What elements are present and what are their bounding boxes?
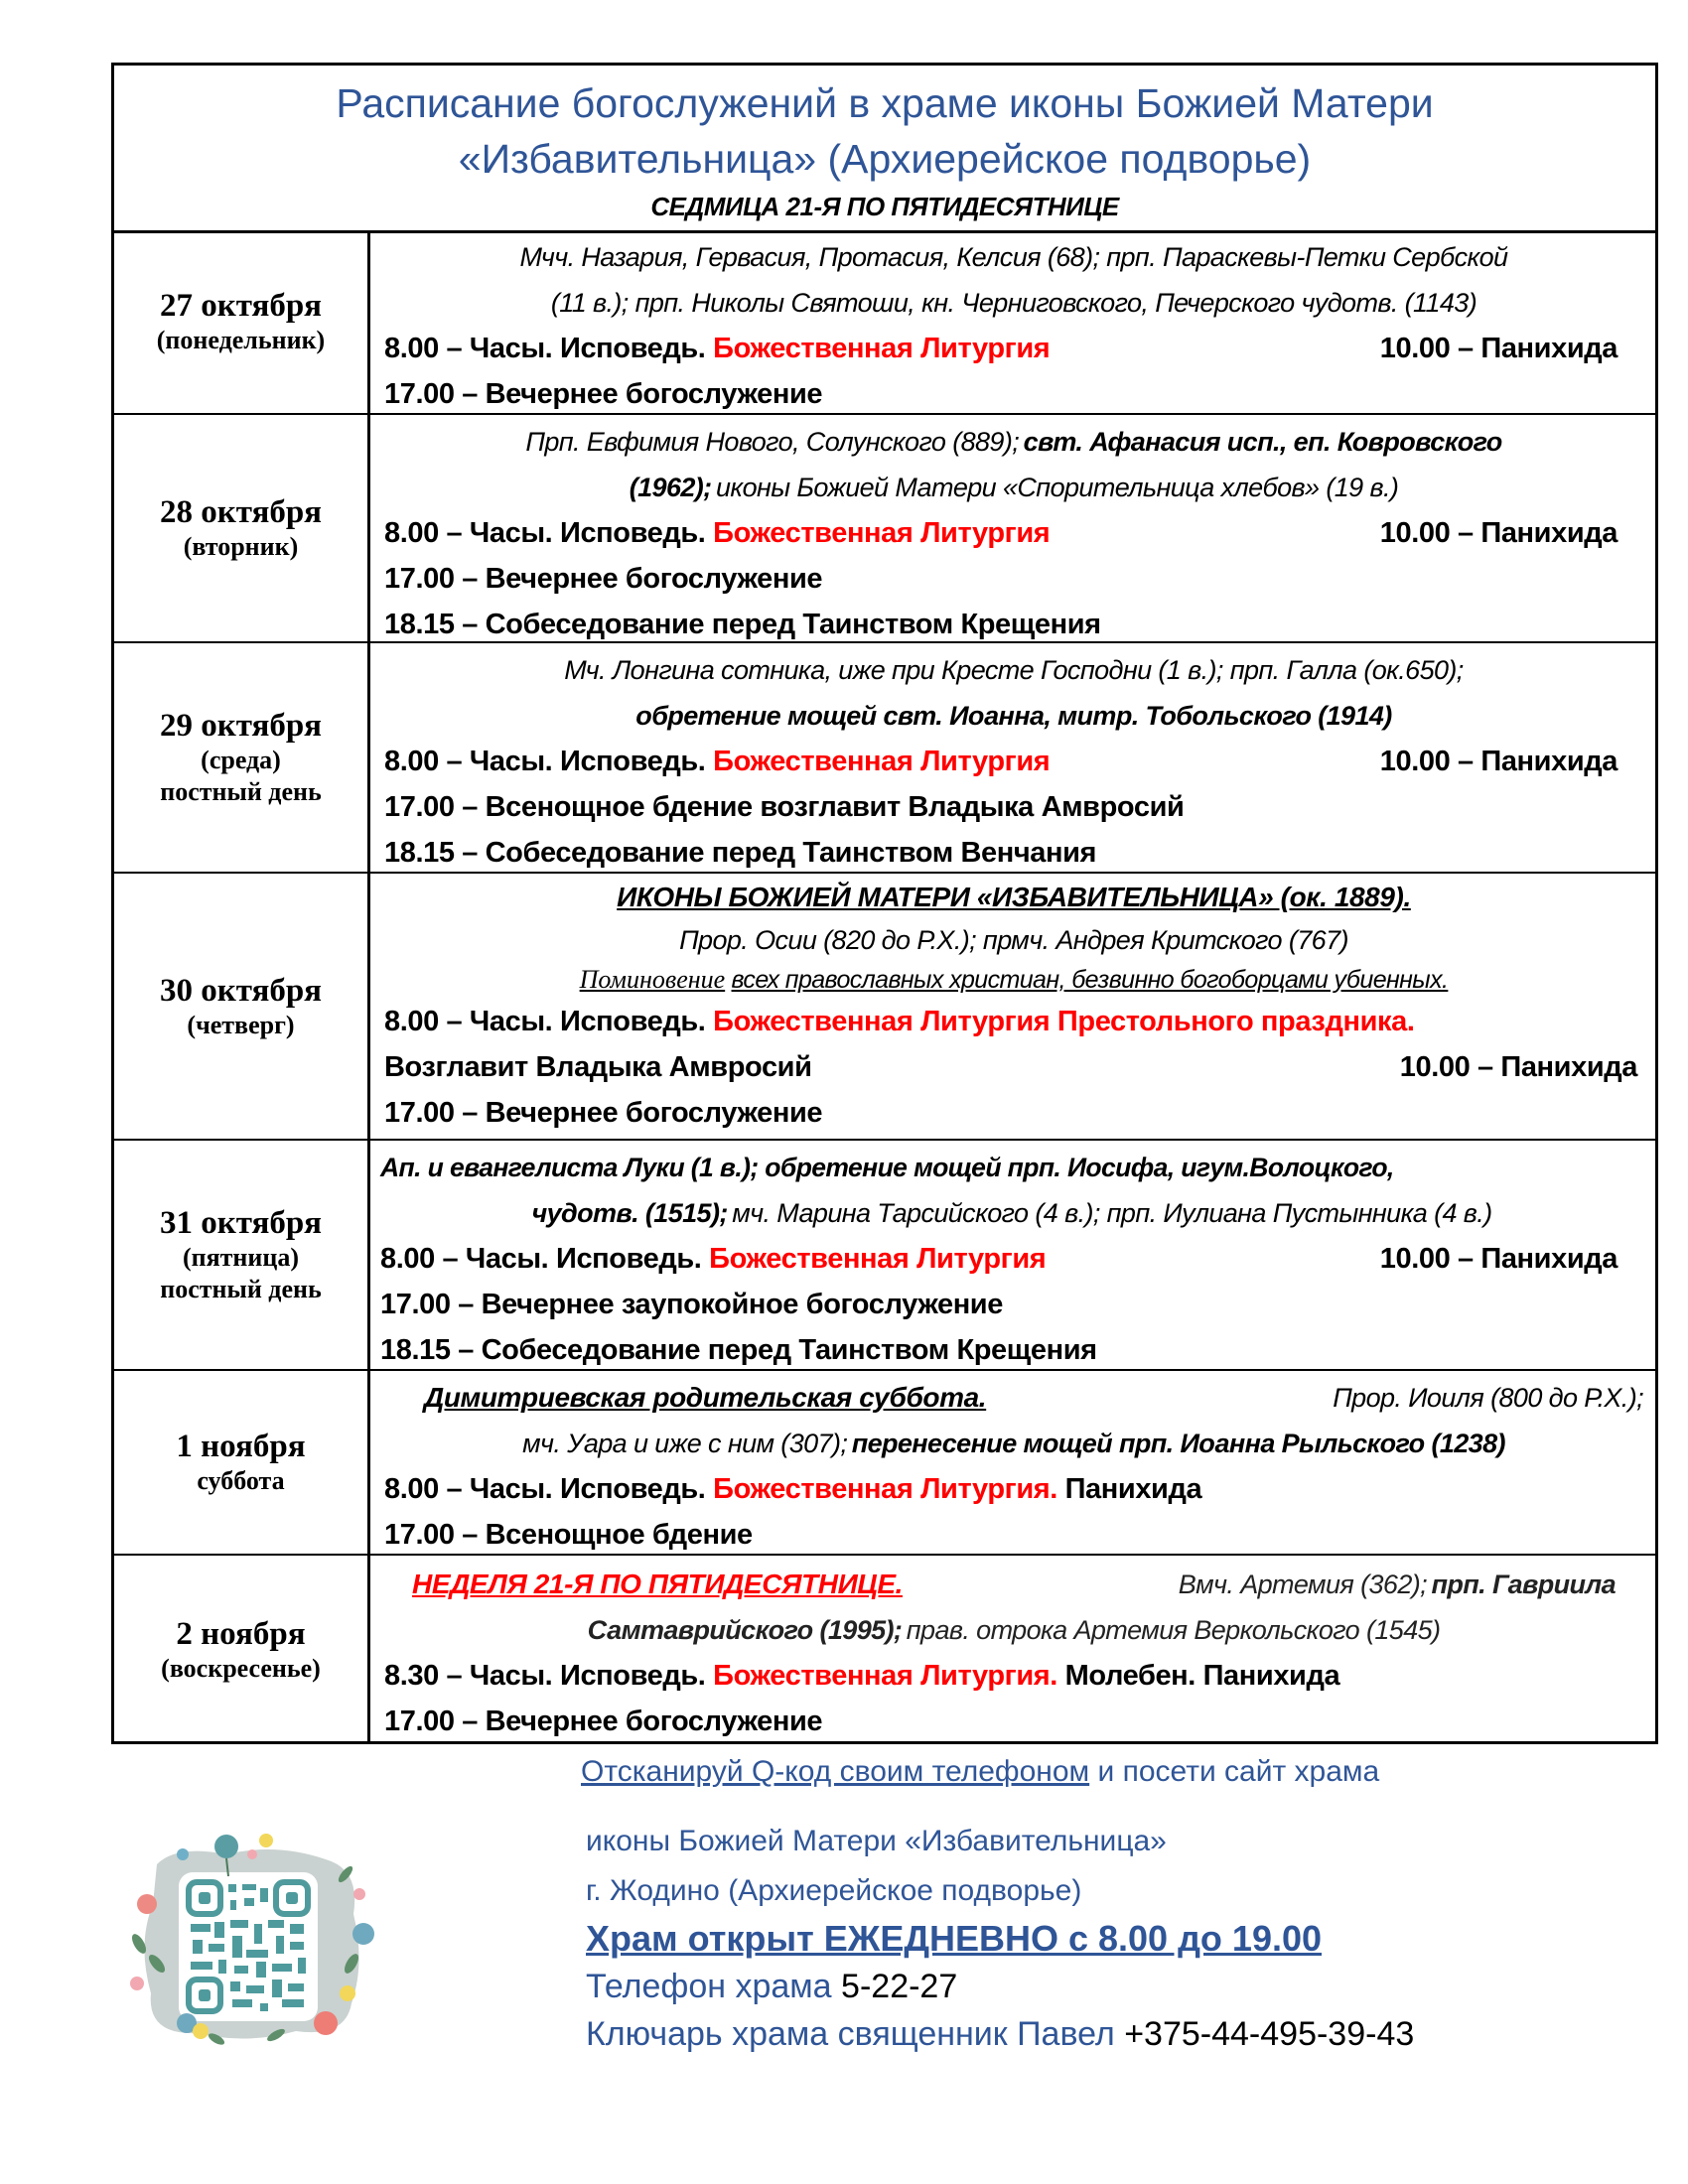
service-line (384, 510, 1643, 556)
service-line (384, 1466, 1643, 1512)
weekday: (четверг) (187, 1010, 295, 1039)
page-title-line1: Расписание богослужений в храме иконы Божией Матери (336, 80, 1434, 126)
service-line: 18.15 – Собеседование перед Таинством Крещения (384, 609, 1101, 640)
date-cell (114, 874, 370, 1139)
scan-qr-rest: и посети сайт храма (1089, 1755, 1380, 1788)
saints-text-bold: перенесение мощей прп. Иоанна Рыльского (1238) (851, 1429, 1505, 1458)
service-line: 18.15 – Собеседование перед Таинством Венчания (384, 837, 1097, 869)
date: 29 октября (159, 708, 323, 744)
service-time: 8.00 – Часы. Исповедь. (380, 1243, 702, 1275)
day-row-oct31 (114, 1141, 1655, 1371)
service-line: 17.00 – Вечернее богослужение (384, 1706, 823, 1737)
service-line: 17.00 – Вечернее заупокойное богослужение (380, 1289, 1003, 1320)
service-time: 8.00 – Часы. Исповедь. (384, 1006, 706, 1037)
liturgy-label: Божественная Литургия (709, 1243, 1047, 1275)
saints-line: Мч. Лонгина сотника, иже при Кресте Господни (1 в.); прп. Галла (ок.650); (564, 655, 1464, 685)
services-cell (370, 1556, 1655, 1744)
day-row-nov2 (114, 1556, 1655, 1744)
moleben-panikhida-label: Молебен. Панихида (1064, 1660, 1340, 1692)
liturgy-label: Божественная Литургия (713, 746, 1051, 777)
panikhida-label: 10.00 – Панихида (1379, 1243, 1618, 1275)
saints-line (384, 1607, 1643, 1653)
services-cell (370, 415, 1655, 641)
keeper-label: Ключарь храма священник Павел (586, 2015, 1125, 2053)
saints-text: иконы Божией Матери «Спорительница хлебов» (19 в.) (716, 473, 1399, 502)
saints-text: Вмч. Артемия (362); (1178, 1570, 1428, 1599)
date-cell (114, 643, 370, 872)
temple-name-line: иконы Божией Матери «Избавительница» (586, 1825, 1167, 1857)
date-cell (114, 1371, 370, 1554)
saints-line: Ап. и евангелиста Луки (1 в.); обретение мощей прп. Иосифа, игум.Волоцкого, (380, 1153, 1394, 1182)
saints-text: мч. Уара и иже с ним (307); (522, 1429, 848, 1458)
services-cell (370, 643, 1655, 872)
saints-text: прав. отрока Артемия Веркольского (1545) (906, 1615, 1441, 1645)
liturgy-label: Божественная Литургия. (713, 1660, 1057, 1692)
scan-qr-line (581, 1755, 1379, 1789)
panikhida-label: 10.00 – Панихида (1379, 517, 1618, 549)
saints-line: Прор. Осии (820 до Р.Х.); прмч. Андрея Критского (767) (679, 925, 1348, 955)
schedule-table (111, 63, 1658, 1744)
saints-text: мч. Марина Тарсийского (4 в.); прп. Иулиана Пустынника (4 в.) (732, 1198, 1492, 1228)
scan-qr-link[interactable]: Отсканируй Q-код своим телефоном (581, 1755, 1090, 1788)
day-row-nov1 (114, 1371, 1655, 1556)
saints-text: Прор. Иоиля (800 до Р.Х.); (1333, 1383, 1643, 1413)
date: 2 ноября (176, 1616, 306, 1652)
opening-hours: Храм открыт ЕЖЕДНЕВНО с 8.00 до 19.00 (586, 1918, 1323, 1959)
service-line: 17.00 – Всенощное бдение возглавит Владыка Амвросий (384, 791, 1185, 823)
saints-text-bold: чудотв. (1515); (531, 1198, 728, 1228)
week-subtitle: СЕДМИЦА 21-Я ПО ПЯТИДЕСЯТНИЦЕ (650, 192, 1119, 221)
service-time: 8.00 – Часы. Исповедь. (384, 333, 706, 364)
weekday: (понедельник) (156, 326, 326, 354)
liturgy-label: Божественная Литургия Престольного праздника. (713, 1006, 1415, 1037)
liturgy-label: Божественная Литургия. (713, 1473, 1057, 1505)
date-cell (114, 1556, 370, 1744)
service-line (384, 1653, 1643, 1699)
day-row-oct28 (114, 415, 1655, 643)
keeper-phone-number: +375-44-495-39-43 (1124, 2015, 1415, 2053)
services-cell (370, 230, 1655, 413)
panikhida-label: 10.00 – Панихида (1379, 333, 1618, 364)
service-line (384, 999, 1643, 1044)
service-time: 8.00 – Часы. Исповедь. (384, 1473, 706, 1505)
saints-text: Прп. Евфимия Нового, Солунского (889); (525, 427, 1020, 457)
date-cell (114, 1141, 370, 1369)
saints-line (384, 1562, 1643, 1607)
weekday: суббота (197, 1466, 285, 1495)
service-note: Возглавит Владыка Амвросий (384, 1051, 812, 1083)
date-cell (114, 415, 370, 641)
saints-line (384, 465, 1643, 510)
feast-title: ИКОНЫ БОЖИЕЙ МАТЕРИ «ИЗБАВИТЕЛЬНИЦА» (ок. 1889). (617, 882, 1411, 912)
service-line (384, 326, 1643, 371)
services-cell (370, 1141, 1655, 1369)
saints-line (384, 1421, 1643, 1466)
date: 28 октября (159, 494, 323, 530)
saints-line: Мчч. Назария, Гервасия, Протасия, Келсия (68); прп. Параскевы-Петки Сербской (519, 242, 1508, 272)
commemoration-word: Поминовение (579, 965, 726, 994)
saints-line (384, 1375, 1643, 1421)
saints-line (380, 1190, 1643, 1236)
saints-line: (11 в.); прп. Николы Святоши, кн. Черниговского, Печерского чудотв. (1143) (550, 288, 1477, 318)
temple-phone-line (586, 1968, 957, 2006)
commemoration-text: всех православных христиан, безвинно богоборцами убиенных. (731, 966, 1449, 994)
service-line (380, 1236, 1643, 1282)
panikhida-label: Панихида (1064, 1473, 1202, 1505)
service-line: 17.00 – Вечернее богослужение (384, 563, 823, 595)
saints-text-bold: (1962); (629, 473, 712, 502)
service-time: 8.30 – Часы. Исповедь. (384, 1660, 706, 1692)
service-time: 8.00 – Часы. Исповедь. (384, 517, 706, 549)
service-line: 17.00 – Вечернее богослужение (384, 1097, 823, 1129)
panikhida-label: 10.00 – Панихида (1379, 746, 1618, 777)
weekday: (вторник) (183, 532, 299, 561)
schedule-header (114, 66, 1655, 233)
weekday: (среда) (201, 746, 281, 774)
page-title-line2: «Избавительница» (Архиерейское подворье) (458, 136, 1312, 182)
date: 30 октября (159, 972, 323, 1009)
saints-text-bold: Самтаврийского (1995); (587, 1615, 903, 1645)
service-line (384, 739, 1643, 784)
qr-code-with-flowers-icon[interactable] (117, 1825, 381, 2053)
weekday: (пятница) (182, 1243, 300, 1272)
day-row-oct27 (114, 230, 1655, 415)
liturgy-label: Божественная Литургия (713, 333, 1051, 364)
service-line: 18.15 – Собеседование перед Таинством Крещения (380, 1334, 1097, 1366)
date: 1 ноября (176, 1429, 306, 1464)
services-cell (370, 874, 1655, 1139)
service-line: 17.00 – Вечернее богослужение (384, 378, 823, 410)
day-row-oct29 (114, 643, 1655, 874)
saints-text-bold: свт. Афанасия исп., еп. Ковровского (1023, 427, 1502, 457)
panikhida-label: 10.00 – Панихида (1399, 1051, 1637, 1083)
feast-title: НЕДЕЛЯ 21-Я ПО ПЯТИДЕСЯТНИЦЕ. (412, 1569, 903, 1599)
fast-day-note: постный день (160, 777, 322, 806)
saints-line (384, 419, 1643, 465)
service-time: 8.00 – Часы. Исповедь. (384, 746, 706, 777)
saints-text-bold: прп. Гавриила (1431, 1570, 1616, 1599)
liturgy-label: Божественная Литургия (713, 517, 1051, 549)
saints-line (384, 961, 1643, 999)
phone-number: 5-22-27 (841, 1968, 958, 2005)
weekday: (воскресенье) (161, 1654, 321, 1683)
day-row-oct30 (114, 874, 1655, 1141)
date: 27 октября (159, 288, 323, 324)
service-line: 17.00 – Всенощное бдение (384, 1519, 753, 1551)
date: 31 октября (159, 1205, 323, 1241)
keeper-phone-line (586, 2015, 1414, 2054)
feast-title: Димитриевская родительская суббота. (424, 1382, 987, 1413)
temple-location-line: г. Жодино (Архиерейское подворье) (586, 1874, 1082, 1907)
saints-line: обретение мощей свт. Иоанна, митр. Тобольского (1914) (635, 701, 1392, 731)
service-line (384, 1044, 1643, 1090)
phone-label: Телефон храма (586, 1968, 842, 2005)
fast-day-note: постный день (160, 1275, 322, 1303)
date-cell (114, 230, 370, 413)
services-cell (370, 1371, 1655, 1554)
